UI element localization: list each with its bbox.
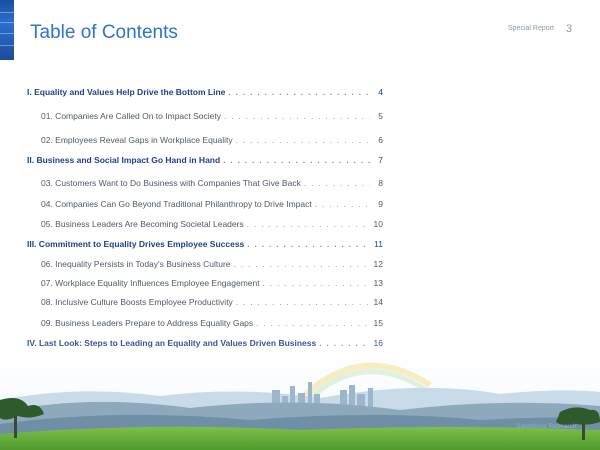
- toc-page-number: 4: [378, 87, 383, 97]
- toc-entry-label: III. Commitment to Equality Drives Employee Success: [27, 239, 245, 249]
- toc-page-number: 15: [373, 318, 383, 328]
- toc-entry-label: 07. Workplace Equality Influences Employee Engagement: [41, 278, 260, 288]
- page-title: Table of Contents: [30, 22, 178, 43]
- toc-entry-label: II. Business and Social Impact Go Hand in Hand: [27, 155, 221, 165]
- toc-chapter-04[interactable]: [27, 198, 383, 210]
- dot-leader: [263, 278, 370, 289]
- toc-chapter-05[interactable]: [27, 218, 383, 230]
- report-label: Special Report: [508, 25, 554, 32]
- toc-entry-label: 08. Inclusive Culture Boosts Employee Productivity: [41, 297, 233, 307]
- toc-chapter-02[interactable]: [27, 134, 383, 146]
- accent-bar: [0, 0, 14, 60]
- toc-page-number: 9: [378, 199, 383, 209]
- toc-entry-label: 04. Companies Can Go Beyond Traditional Philanthropy to Drive Impact: [41, 199, 312, 209]
- dot-leader: [223, 155, 370, 166]
- dot-leader: [236, 297, 370, 308]
- toc-page-number: 6: [378, 135, 383, 145]
- toc-section-3[interactable]: [27, 238, 383, 250]
- toc-section-2[interactable]: [27, 154, 383, 166]
- dot-leader: [228, 87, 370, 98]
- toc-section-1[interactable]: [27, 86, 383, 98]
- landscape-illustration: [0, 330, 600, 450]
- dot-leader: [304, 178, 370, 189]
- toc-chapter-01[interactable]: [27, 110, 383, 122]
- dot-leader: [247, 219, 370, 230]
- dot-leader: [315, 199, 370, 210]
- page-number: 3: [566, 23, 573, 35]
- footer-credit: Salesforce Research: [516, 423, 577, 430]
- toc-page-number: 13: [373, 278, 383, 288]
- toc-entry-label: 02. Employees Reveal Gaps in Workplace Equality: [41, 135, 233, 145]
- dot-leader: [224, 111, 370, 122]
- toc-entry-label: 05. Business Leaders Are Becoming Societal Leaders: [41, 219, 244, 229]
- toc-page-number: 7: [378, 155, 383, 165]
- toc-entry-label: 09. Business Leaders Prepare to Address Equality Gaps: [41, 318, 254, 328]
- dot-leader: [236, 135, 370, 146]
- dot-leader: [247, 239, 370, 250]
- dot-leader: [256, 318, 370, 329]
- toc-chapter-08[interactable]: [27, 296, 383, 308]
- toc-chapter-03[interactable]: [27, 177, 383, 189]
- toc-entry-label: I. Equality and Values Help Drive the Bottom Line: [27, 87, 226, 97]
- toc-page-number: 11: [374, 239, 383, 249]
- toc-page-number: 10: [373, 219, 383, 229]
- toc-page-number: 14: [373, 297, 383, 307]
- grass: [0, 427, 600, 450]
- toc-chapter-09[interactable]: [27, 317, 383, 329]
- toc-entry-label: 06. Inequality Persists in Today's Business Culture: [41, 259, 231, 269]
- toc-chapter-06[interactable]: [27, 258, 383, 270]
- toc-entry-label: 03. Customers Want to Do Business with Companies That Give Back: [41, 178, 301, 188]
- dot-leader: [234, 259, 370, 270]
- toc-entry-label: 01. Companies Are Called On to Impact Society: [41, 111, 222, 121]
- toc-chapter-07[interactable]: [27, 277, 383, 289]
- toc-page-number: 8: [378, 178, 383, 188]
- toc-page-number: 5: [378, 111, 383, 121]
- toc-page-number: 12: [373, 259, 383, 269]
